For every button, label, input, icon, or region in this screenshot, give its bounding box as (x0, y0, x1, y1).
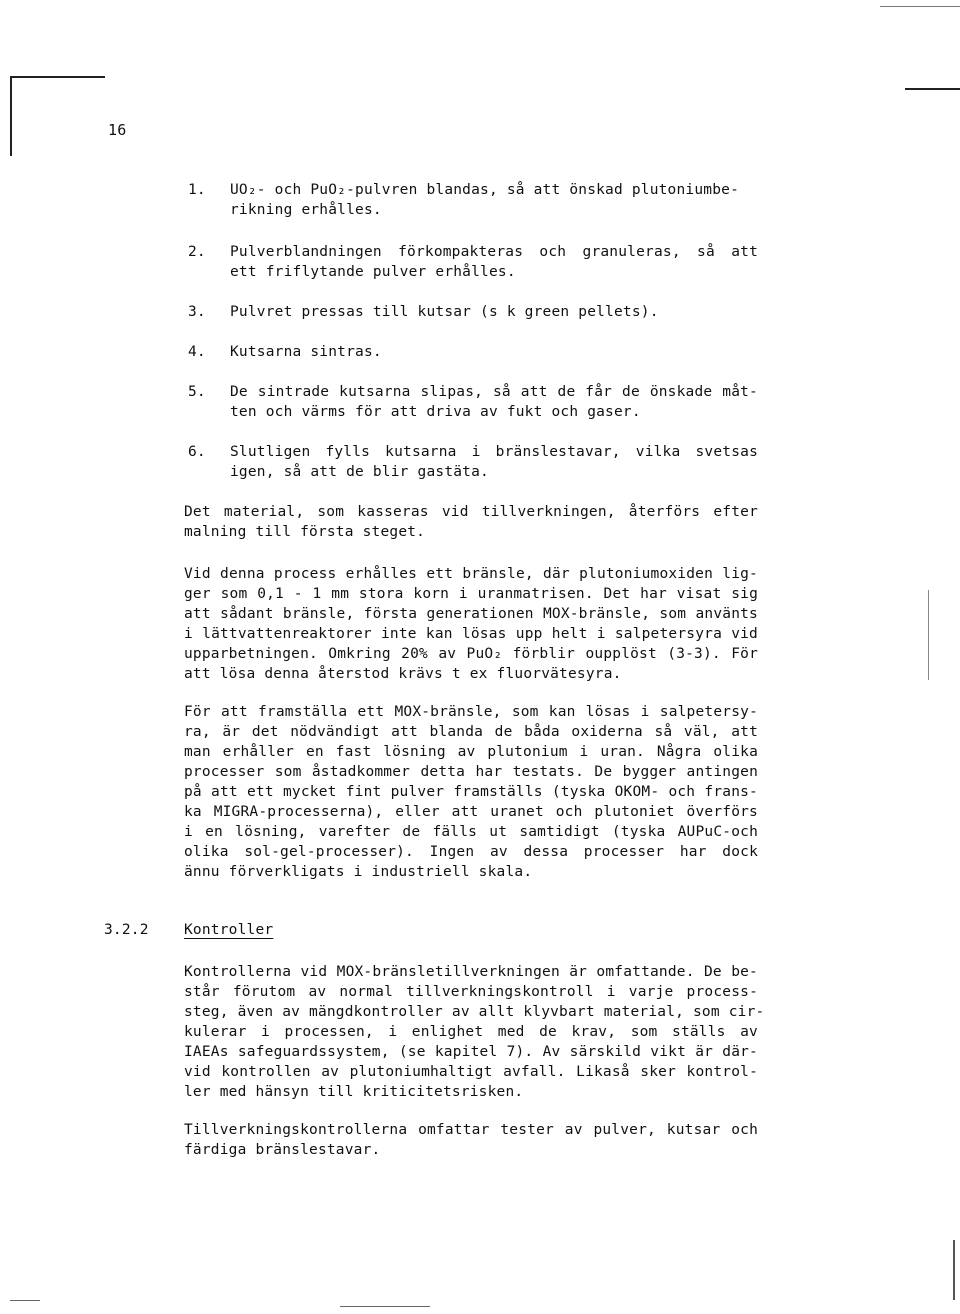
list-item-number: 1. (188, 182, 206, 198)
list-item-line: UO₂- och PuO₂-pulvren blandas, så att önskad plutoniumbe- (230, 182, 739, 198)
paragraph-line: vid kontrollen av plutoniumhaltigt avfall. Likaså sker kontrol- (184, 1064, 758, 1080)
list-item-line: De sintrade kutsarna slipas, så att de får de önskade måt- (230, 384, 758, 400)
paragraph-line: processer som åstadkommer detta har testats. De bygger antingen (184, 764, 758, 780)
scan-mark-top-edge (880, 6, 960, 7)
list-item-line: ten och värms för att driva av fukt och gaser. (230, 404, 641, 420)
paragraph-line: IAEAs safeguardssystem, (se kapitel 7). Av särskild vikt är där- (184, 1044, 758, 1060)
paragraph-line: att lösa denna återstod krävs t ex fluorvätesyra. (184, 666, 622, 682)
section-title: Kontroller (184, 922, 274, 938)
paragraph-line: står förutom av normal tillverkningskontroll i varje process- (184, 984, 758, 1000)
paragraph-line: malning till första steget. (184, 524, 426, 540)
paragraph-line: färdiga bränslestavar. (184, 1142, 381, 1158)
paragraph-line: Vid denna process erhålles ett bränsle, där plutoniumoxiden lig- (184, 566, 758, 582)
scan-mark-bottom (340, 1306, 430, 1307)
paragraph-line: Kontrollerna vid MOX-bränsletillverkningen är omfattande. De be- (184, 964, 758, 980)
list-item-line: ett friflytande pulver erhålles. (230, 264, 516, 280)
list-item-line: Pulverblandningen förkompakteras och granuleras, så att (230, 244, 758, 260)
paragraph-line: ka MIGRA-processerna), eller att uranet och plutoniet överförs (184, 804, 758, 820)
list-item-number: 2. (188, 244, 206, 260)
paragraph-line: ännu förverkligats i industriell skala. (184, 864, 533, 880)
paragraph-line: att sådant bränsle, första generationen MOX-bränsle, som använts (184, 606, 758, 622)
paragraph-line: på att ett mycket fint pulver framställs (tyska OKOM- och frans- (184, 784, 758, 800)
paragraph-line: ger som 0,1 - 1 mm stora korn i uranmatrisen. Det har visat sig (184, 586, 758, 602)
paragraph-line: ler med hänsyn till kriticitetsrisken. (184, 1084, 524, 1100)
paragraph-line: olika sol-gel-processer). Ingen av dessa processer har dock (184, 844, 758, 860)
corner-mark-top-left-vertical (10, 76, 12, 156)
section-number: 3.2.2 (104, 922, 149, 938)
scan-mark-top-right (905, 88, 960, 90)
paragraph-line: steg, även av mängdkontroller av allt klyvbart material, som cir- (184, 1004, 765, 1020)
list-item-number: 4. (188, 344, 206, 360)
paragraph-line: man erhåller en fast lösning av plutonium i uran. Några olika (184, 744, 758, 760)
scan-mark-bottom-left (10, 1300, 40, 1301)
scan-mark-right-margin (928, 590, 929, 680)
list-item-number: 5. (188, 384, 206, 400)
paragraph-line: i en lösning, varefter de fälls ut samtidigt (tyska AUPuC-och (184, 824, 758, 840)
paragraph-line: Tillverkningskontrollerna omfattar tester av pulver, kutsar och (184, 1122, 758, 1138)
page-number: 16 (108, 121, 127, 139)
list-item-line: Slutligen fylls kutsarna i bränslestavar, vilka svetsas (230, 444, 758, 460)
list-item-line: rikning erhålles. (230, 202, 382, 218)
paragraph-line: i lättvattenreaktorer inte kan lösas upp helt i salpetersyra vid (184, 626, 758, 642)
list-item-line: igen, så att de blir gastäta. (230, 464, 489, 480)
corner-mark-top-left-horizontal (10, 76, 105, 78)
scan-mark-bottom-right (953, 1240, 955, 1300)
list-item-number: 6. (188, 444, 206, 460)
paragraph-line: Det material, som kasseras vid tillverkningen, återförs efter (184, 504, 758, 520)
paragraph-line: upparbetningen. Omkring 20% av PuO₂ förblir oupplöst (3-3). För (184, 646, 758, 662)
paragraph-line: ra, är det nödvändigt att blanda de båda oxiderna så väl, att (184, 724, 758, 740)
list-item-line: Pulvret pressas till kutsar (s k green pellets). (230, 304, 659, 320)
list-item-line: Kutsarna sintras. (230, 344, 382, 360)
paragraph-line: För att framställa ett MOX-bränsle, som kan lösas i salpetersy- (184, 704, 758, 720)
paragraph-line: kulerar i processen, i enlighet med de krav, som ställs av (184, 1024, 758, 1040)
list-item-number: 3. (188, 304, 206, 320)
